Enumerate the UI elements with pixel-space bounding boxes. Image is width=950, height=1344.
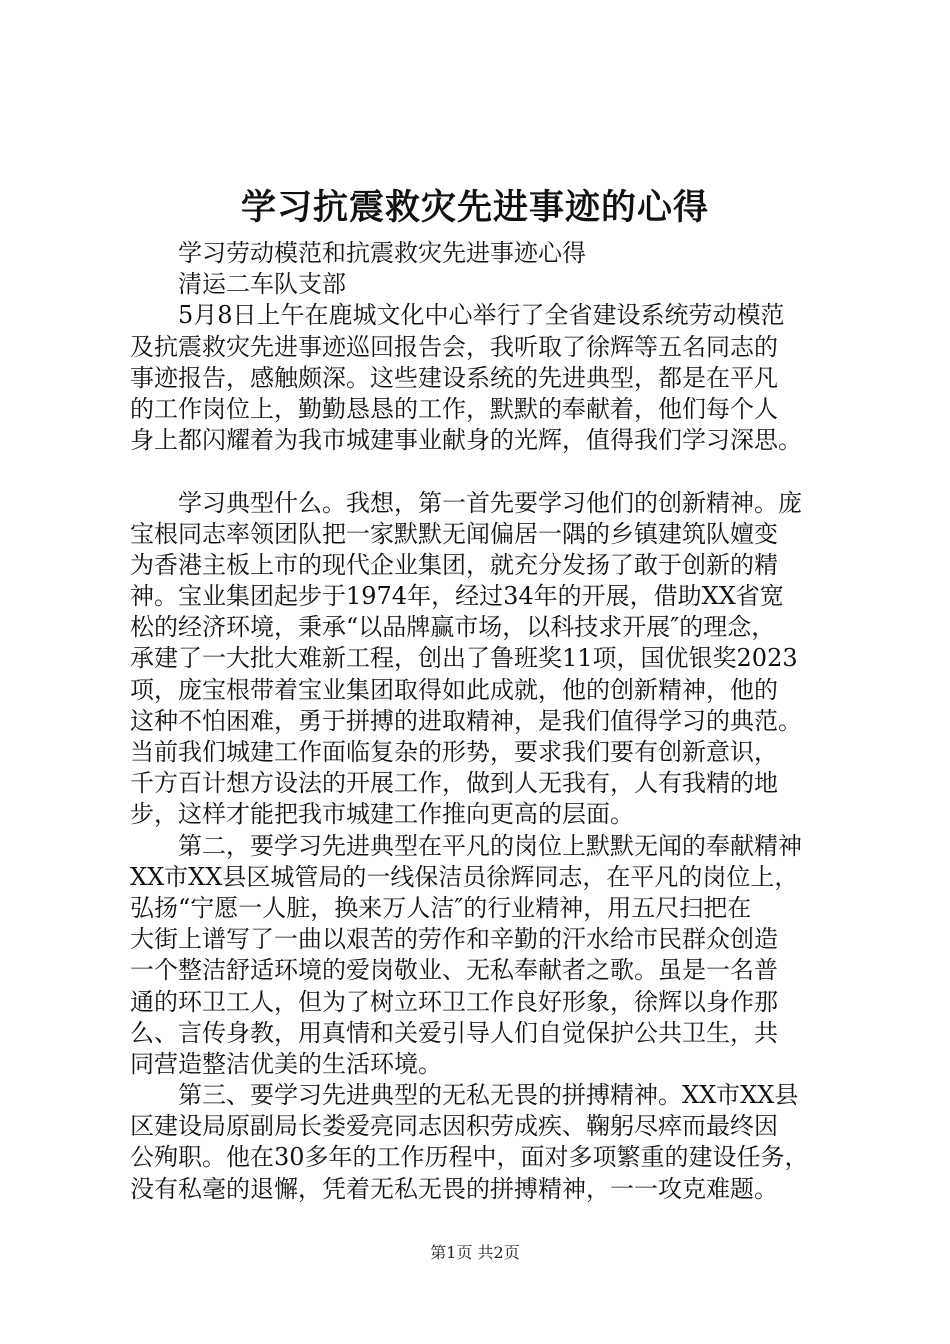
text-line: 千方百计想方设法的开展工作，做到人无我有，人有我精的地 <box>130 769 778 798</box>
text-line: 项，庞宝根带着宝业集团取得如此成就，他的创新精神，他的 <box>130 675 778 704</box>
text-line: 区建设局原副局长娄爱亮同志因积劳成疾、鞠躬尽瘁而最终因 <box>130 1112 778 1141</box>
text-line: 学习典型什么。我想，第一首先要学习他们的创新精神。庞 <box>178 488 802 517</box>
subtitle-line: 学习劳动模范和抗震救灾先进事迹心得 <box>178 239 586 267</box>
text-line: 通的环卫工人，但为了树立环卫工作良好形象，徐辉以身作那 <box>130 987 778 1016</box>
document-body <box>130 238 850 1205</box>
text-line: 弘扬“宁愿一人脏，换来万人洁″的行业精神，用五尺扫把在 <box>130 893 752 922</box>
page-number: 第1页 共2页 <box>430 1243 520 1262</box>
text-line: 这种不怕困难，勇于拼搏的进取精神，是我们值得学习的典范。 <box>130 706 802 735</box>
author-line: 清运二车队支部 <box>178 270 346 299</box>
document-title: 学习抗震救灾先进事迹的心得 <box>240 188 709 228</box>
text-line: 的工作岗位上，勤勤恳恳的工作，默默的奉献着，他们每个人 <box>130 394 778 423</box>
text-line: 第二，要学习先进典型在平凡的岗位上默默无闻的奉献精神 <box>178 831 802 860</box>
text-line: 松的经济环境，秉承“以品牌赢市场，以科技求开展″的理念， <box>130 613 776 642</box>
text-line: 步，这样才能把我市城建工作推向更高的层面。 <box>130 800 634 829</box>
text-line: 神。宝业集团起步于1974年，经过34年的开展，借助XX省宽 <box>130 582 784 611</box>
text-line: 同营造整洁优美的生活环境。 <box>130 1049 442 1078</box>
text-line: 么、言传身教，用真情和关爱引导人们自觉保护公共卫生，共 <box>130 1018 778 1047</box>
text-line: 没有私毫的退懈，凭着无私无畏的拼搏精神，一一攻克难题。 <box>130 1174 778 1203</box>
paragraph-gap <box>130 456 850 487</box>
text-line: XX市XX县区城管局的一线保洁员徐辉同志，在平凡的岗位上， <box>130 862 799 891</box>
text-line: 为香港主板上市的现代企业集团，就充分发扬了敢于创新的精 <box>130 550 778 579</box>
text-line: 一个整洁舒适环境的爱岗敬业、无私奉献者之歌。虽是一名普 <box>130 956 778 985</box>
text-line: 大街上谱写了一曲以艰苦的劳作和辛勤的汗水给市民群众创造 <box>130 925 778 954</box>
text-line: 当前我们城建工作面临复杂的形势，要求我们要有创新意识， <box>130 738 778 766</box>
text-line: 第三、要学习先进典型的无私无畏的拼搏精神。XX市XX县 <box>178 1081 799 1110</box>
text-line: 事迹报告，感触颇深。这些建设系统的先进典型，都是在平凡 <box>130 363 778 392</box>
text-line: 承建了一大批大难新工程，创出了鲁班奖11项，国优银奖2023 <box>130 644 798 673</box>
text-line: 公殉职。他在30多年的工作历程中，面对多项繁重的建设任务， <box>130 1143 809 1172</box>
text-line: 及抗震救灾先进事迹巡回报告会，我听取了徐辉等五名同志的 <box>130 332 778 361</box>
text-line: 身上都闪耀着为我市城建事业献身的光辉，值得我们学习深思。 <box>130 426 802 455</box>
text-line: 5月8日上午在鹿城文化中心举行了全省建设系统劳动模范 <box>178 301 785 330</box>
text-line: 宝根同志率领团队把一家默默无闻偏居一隅的乡镇建筑队嬗变 <box>130 519 778 548</box>
